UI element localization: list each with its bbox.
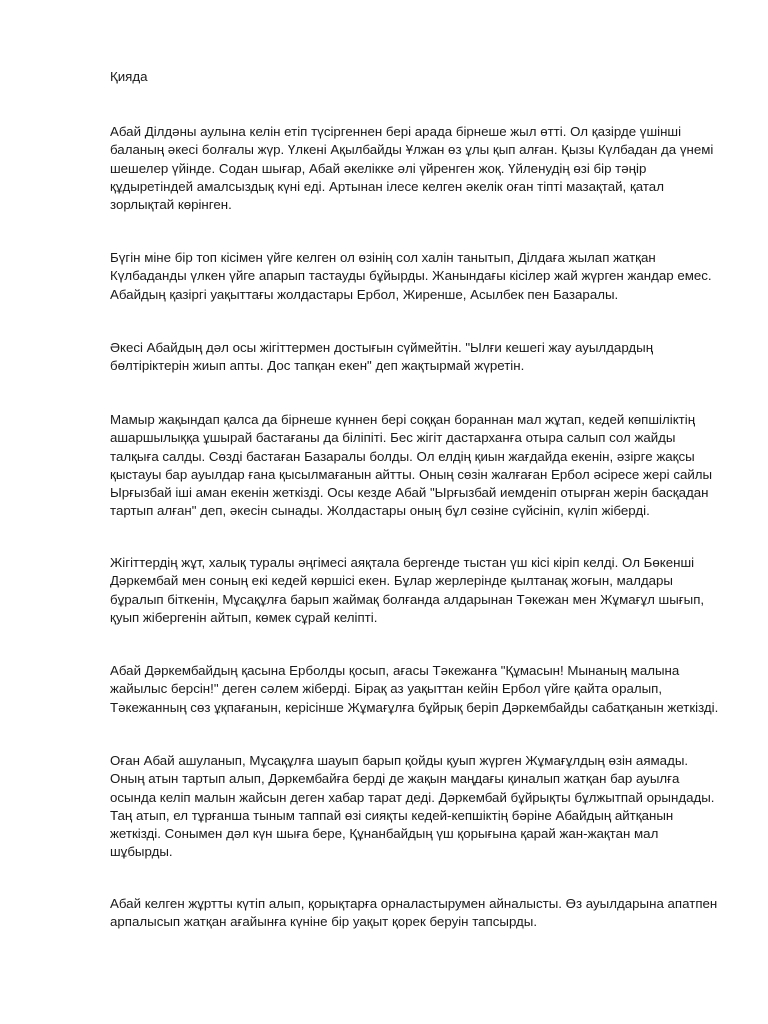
paragraph [110,895,720,932]
paragraph-line: бөлтіріктерін жиып апты. Дос тапқан екен" деп жақтырмай жүретін. [110,358,525,374]
paragraph-line: Таң атып, ел тұрғанша тыным таппай өзі сияқты кедей-кепшіктің бәріне Абайдың айтқанын [110,807,674,823]
paragraph-line: Әкесі Абайдың дәл осы жігіттермен достығын сүймейтін. "Ылғи кешегі жау ауылдардың [110,340,654,355]
paragraph-line: Оның атын тартып алып, Дәркембайға берді де жақын маңдағы қиналып жатқан бар ауылға [110,771,680,787]
paragraph-line: талқыға салды. Сөзді бастаған Базаралы болды. Ол елдің қиын жағдайда екенін, әзірге жақсы [110,448,695,464]
paragraph-line: бұралып біткенін, Мұсақұлға барып жаймақ болғанда алдарынан Тәкежан мен Жұмағұл шығып, [110,591,705,607]
paragraph-line: Абай Дәркембайдың қасына Ерболды қосып, ағасы Тәкежанға "Құмасын! Мынаның малына [110,663,680,678]
paragraph-line: Тәкежанның сөз ұқпағанын, керісінше Жұмағұлға бұйрық беріп Дәркембайды сабатқанын жеткізді. [110,699,719,715]
paragraph-line: Абай Ділдәны аулына келін етіп түсіргеннен бері арада бірнеше жыл өтті. Ол қазірде үшінші [110,124,682,139]
paragraph-line: арпалысып жатқан ағайынға күніне бір уақыт қорек беруін тапсырды. [110,914,538,930]
paragraph [110,249,720,304]
paragraph-line: қуып жібергенін айтып, көмек сұрай келіпті. [110,609,378,625]
paragraph-line: жайылыс берсін!" деген сәлем жіберді. Бірақ аз уақыттан кейін Ербол үйге қайта оралып, [110,681,663,697]
document-title: Қияда [110,69,148,84]
paragraph-line: зорлықтай көрінген. [110,197,232,213]
paragraph [110,662,720,717]
paragraph-line: Мамыр жақындап қалса да бірнеше күннен бері соққан бораннан мал жұтап, кедей көпшіліктің [110,412,696,427]
paragraph-line: Оған Абай ашуланып, Мұсақұлға шауып барып қойды қуып жүрген Жұмағұлдың өзін аямады. [110,753,689,768]
paragraph-line: Абай келген жұртты күтіп алып, қорықтарға орналастырумен айналысты. Өз ауылдарына апатпен [110,896,718,911]
paragraph-line: жеткізді. Сонымен дәл күн шыға бере, Құнанбайдың үш қорығына қарай жан-жақтан мал [110,826,659,842]
paragraph-line: Жігіттердің жұт, халық туралы әңгімесі аяқтала бергенде тыстан үш кісі кіріп келді. Ол Бөкенші [110,555,695,570]
paragraph-line: Абайдың қазіргі уақыттағы жолдастары Ербол, Жиренше, Асылбек пен Базаралы. [110,286,619,302]
paragraph [110,554,720,627]
paragraph-line: Бүгін міне бір топ кісімен үйге келген ол өзінің сол халін танытып, Ділдаға жылап жатқан [110,250,656,265]
paragraph-line: Ырғызбай іші аман екенін жеткізді. Осы кезде Абай "Ырғызбай иемденіп отырған жерін басқадан [110,485,709,501]
paragraph-line: ашаршылыққа ұшырай бастағаны да біліпіті. Бес жігіт дастарханға отыра салып сол жайды [110,430,676,446]
paragraph [110,752,720,862]
paragraph [110,123,720,214]
paragraph [110,339,720,376]
paragraph-line: құдыретіндей амалсыздық күні еді. Артынан ілесе келген әкелік оған тіпті мазақтай, қатал [110,178,664,194]
paragraph-line: тартып алған" деп, әкесін сынады. Жолдастары оның бұл сөзіне сүйсініп, күліп жіберді. [110,503,650,519]
paragraph [110,411,720,521]
paragraph-line: шұбырды. [110,844,173,860]
paragraph-line: шешелер үйінде. Содан шығар, Абай әкелікке әлі үйренген жоқ. Үйленудің өзі бір тәңір [110,160,647,176]
paragraph-line: Күлбаданды үлкен үйге апарып тастауды бұйырды. Жанындағы кісілер жай жүрген жандар емес. [110,268,712,284]
paragraph-line: Дәркембай мен соның екі кедей көршісі екен. Бұлар жерлерінде қылтанақ жоғын, малдары [110,573,673,589]
paragraph-line: баланың әкесі болғалы жүр. Үлкені Ақылбайды Ұлжан өз ұлы қып алған. Қызы Күлбадан да үнемі [110,142,714,158]
paragraph-line: осында келіп малын жайсын деген хабар тарат деді. Дәркембай бұйрықты бұлжытпай орындады. [110,789,715,805]
paragraph-line: қыстауы бар ауылдар ғана қысылмағанын айтты. Оның сөзін жалғаған Ербол әсіресе жері сайлы [110,466,713,482]
